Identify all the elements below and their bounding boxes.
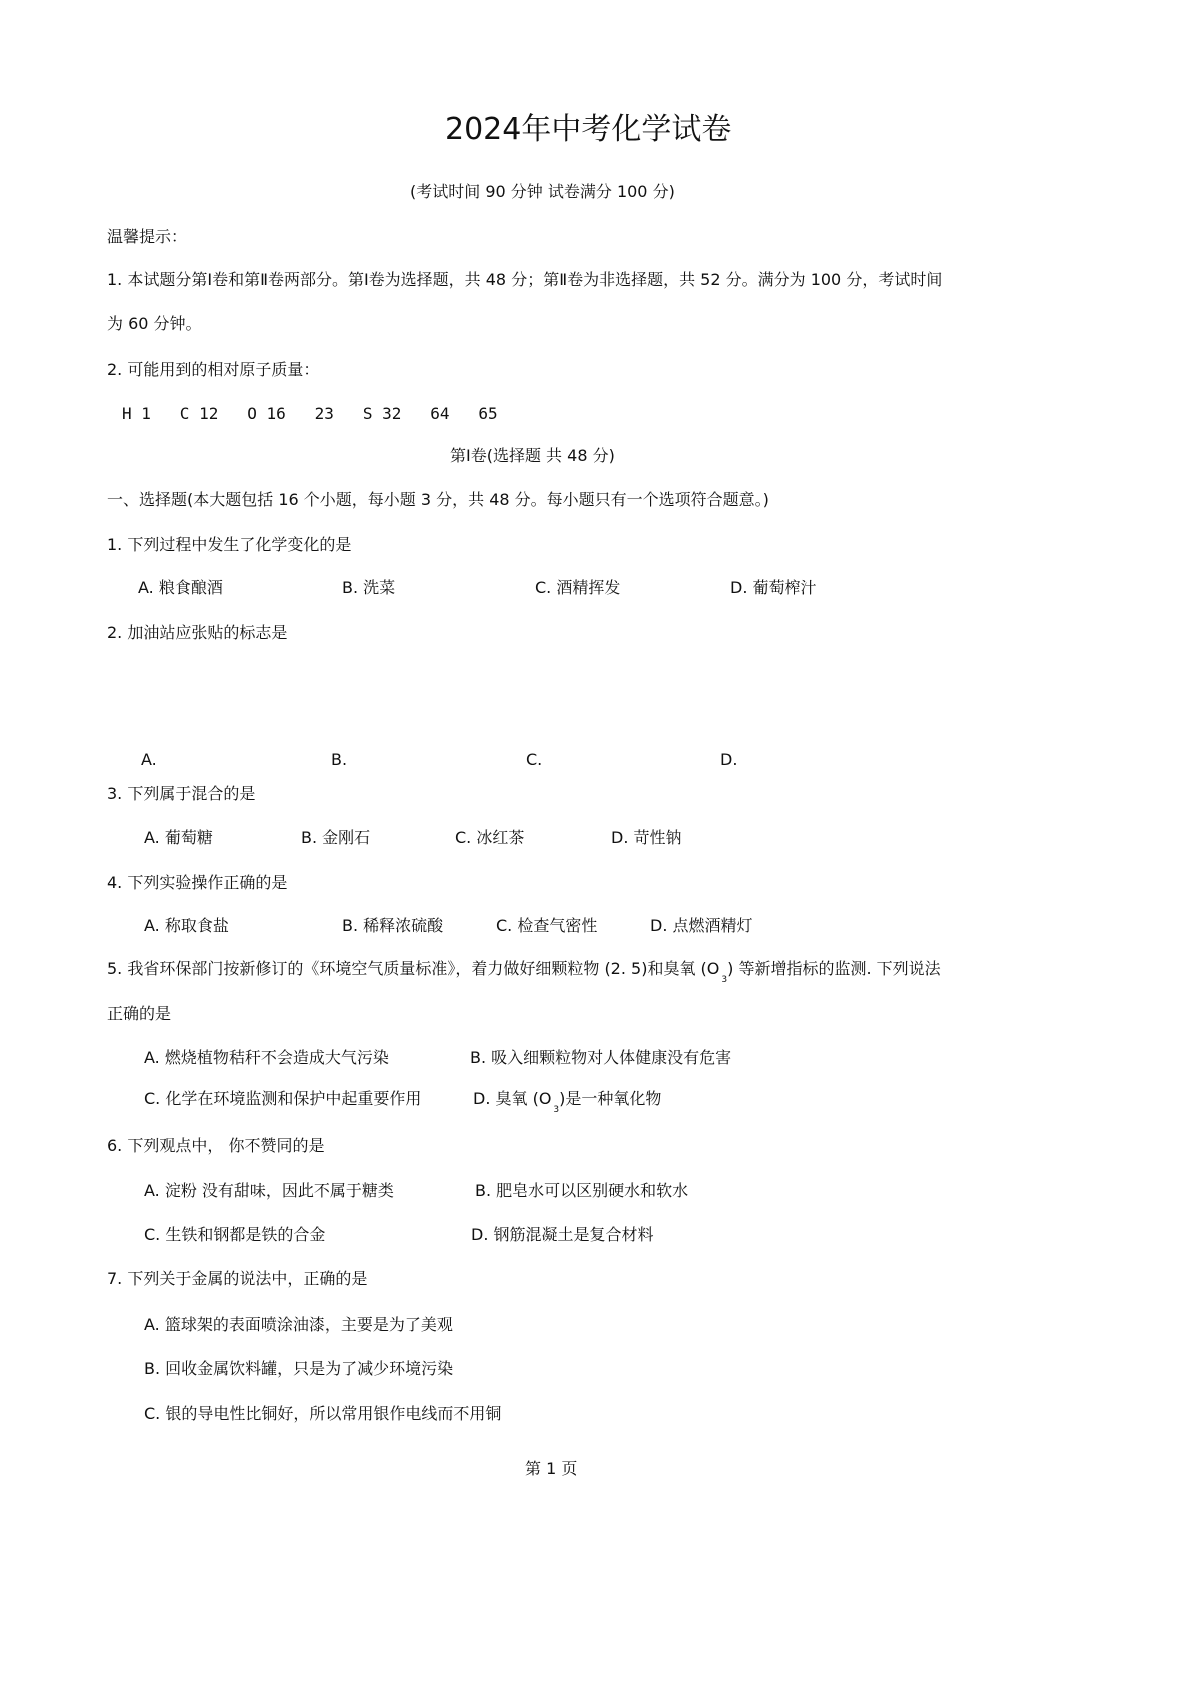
question-stem: 7. 下列关于金属的说法中，正确的是 bbox=[107, 1269, 368, 1288]
option-a: A. 葡萄糖 bbox=[144, 828, 213, 847]
option-c: C. 检查气密性 bbox=[496, 916, 598, 935]
page-title: 2024年中考化学试卷 bbox=[445, 112, 732, 147]
option-a: A. 淀粉 没有甜味，因此不属于糖类 bbox=[144, 1181, 394, 1200]
option-a: A. 称取食盐 bbox=[144, 916, 229, 935]
question-stem: 6. 下列观点中， 你不赞同的是 bbox=[107, 1136, 325, 1155]
tips-heading: 温馨提示： bbox=[107, 227, 188, 246]
stem-text: ) 等新增指标的监测. 下列说法 bbox=[727, 959, 941, 978]
option-d: D. 点燃酒精灯 bbox=[650, 916, 753, 935]
tip-2: 2. 可能用到的相对原子质量： bbox=[107, 360, 320, 379]
option-a: A. 燃烧植物秸秆不会造成大气污染 bbox=[144, 1048, 389, 1067]
option-c: C. 生铁和钢都是铁的合金 bbox=[144, 1225, 326, 1244]
question-stem: 3. 下列属于混合的是 bbox=[107, 784, 256, 803]
subscript: 3 bbox=[553, 1105, 560, 1115]
option-d bbox=[473, 1089, 661, 1120]
question-stem: 2. 加油站应张贴的标志是 bbox=[107, 623, 288, 642]
option-d: D. 葡萄榨汁 bbox=[730, 578, 817, 597]
option-b: B. bbox=[331, 750, 348, 769]
page-number-footer: 第 1 页 bbox=[525, 1459, 578, 1478]
tip-1-line-2: 为 60 分钟。 bbox=[107, 314, 202, 333]
option-d: D. 苛性钠 bbox=[611, 828, 682, 847]
option-d: D. bbox=[720, 750, 738, 769]
option-text: )是一种氧化物 bbox=[559, 1089, 662, 1108]
option-c: C. 化学在环境监测和保护中起重要作用 bbox=[144, 1089, 422, 1108]
option-a: A. 篮球架的表面喷涂油漆，主要是为了美观 bbox=[144, 1315, 453, 1334]
part-1-heading: 第Ⅰ卷(选择题 共 48 分) bbox=[450, 446, 615, 465]
option-c: C. bbox=[526, 750, 543, 769]
option-b: B. 吸入细颗粒物对人体健康没有危害 bbox=[470, 1048, 732, 1067]
option-b: B. 稀释浓硫酸 bbox=[342, 916, 444, 935]
option-a: A. 粮食酿酒 bbox=[138, 578, 223, 597]
option-b: B. 回收金属饮料罐，只是为了减少环境污染 bbox=[144, 1359, 454, 1378]
option-d: D. 钢筋混凝土是复合材料 bbox=[471, 1225, 654, 1244]
option-b: B. 洗菜 bbox=[342, 578, 396, 597]
option-c: C. 银的导电性比铜好，所以常用银作电线而不用铜 bbox=[144, 1404, 502, 1423]
stem-text: 5. 我省环保部门按新修订的《环境空气质量标准》，着力做好细颗粒物 (2. 5)和臭氧 (O bbox=[107, 959, 720, 978]
question-stem: 4. 下列实验操作正确的是 bbox=[107, 873, 288, 892]
exam-subtitle: (考试时间 90 分钟 试卷满分 100 分) bbox=[410, 182, 675, 201]
tip-1-line-1: 1. 本试题分第Ⅰ卷和第Ⅱ卷两部分。第Ⅰ卷为选择题，共 48 分；第Ⅱ卷为非选择题，共 52 分。满分为 100 分，考试时间 bbox=[107, 270, 943, 289]
option-b: B. 金刚石 bbox=[301, 828, 371, 847]
option-a: A. bbox=[141, 750, 157, 769]
question-stem: 1. 下列过程中发生了化学变化的是 bbox=[107, 535, 352, 554]
option-c: C. 酒精挥发 bbox=[535, 578, 621, 597]
atomic-masses: H 1 C 12 O 16 23 S 32 64 65 bbox=[122, 404, 498, 423]
option-text: D. 臭氧 (O bbox=[473, 1089, 552, 1108]
question-stem bbox=[107, 959, 941, 990]
option-c: C. 冰红茶 bbox=[455, 828, 525, 847]
subscript: 3 bbox=[721, 975, 728, 985]
option-b: B. 肥皂水可以区别硬水和软水 bbox=[475, 1181, 689, 1200]
question-stem-line-2: 正确的是 bbox=[107, 1004, 172, 1023]
section-1-heading: 一、选择题(本大题包括 16 个小题，每小题 3 分，共 48 分。每小题只有一个选项符合题意。) bbox=[107, 490, 769, 509]
